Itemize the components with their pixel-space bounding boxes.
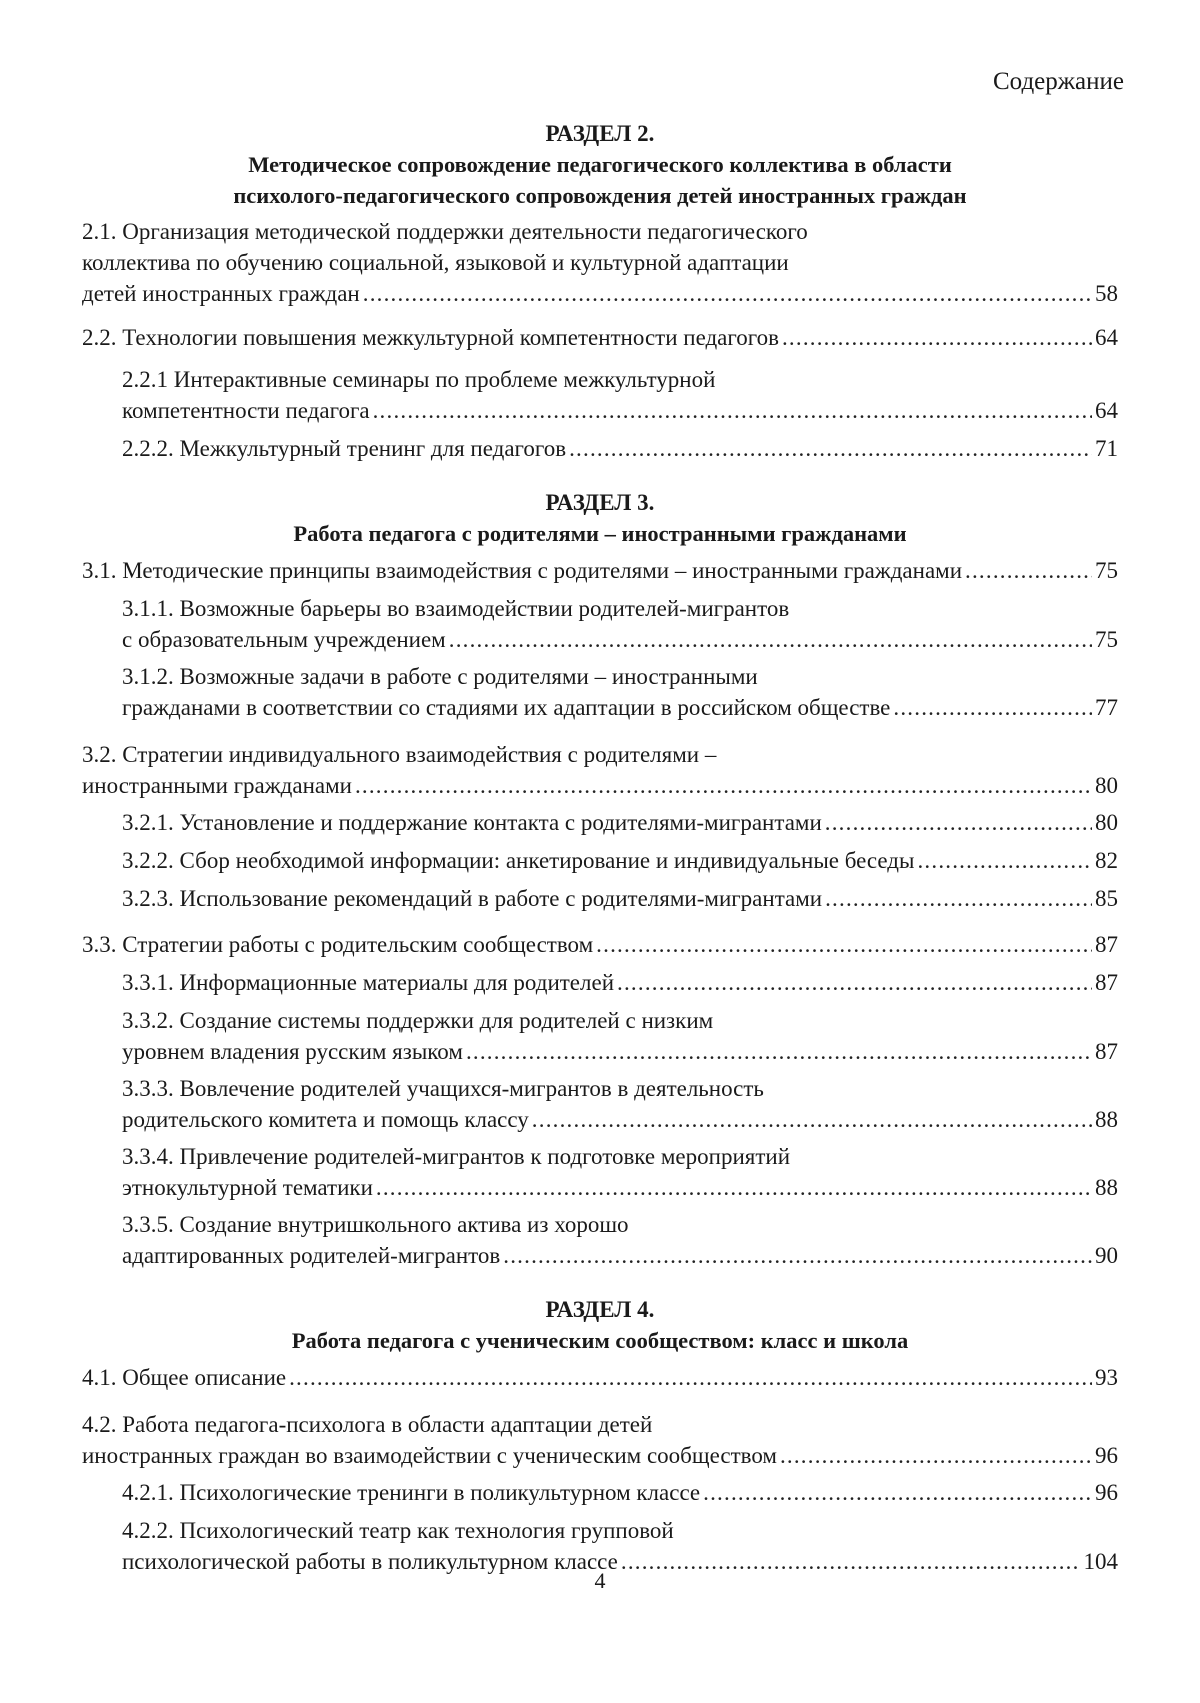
toc-entry-text: 3.1.1. Возможные барьеры во взаимодействии родителей-мигрантов (122, 596, 790, 621)
toc-entry-text: 2.1. Организация методической поддержки деятельности педагогического (82, 219, 808, 244)
dot-leader (893, 692, 1092, 723)
toc-entry-text: 3.3.5. Создание внутришкольного актива из хорошо (122, 1212, 629, 1237)
dot-leader (703, 1477, 1092, 1508)
dot-leader (596, 929, 1092, 960)
toc-page-number: 58 (1095, 281, 1118, 306)
toc-entry-text: 2.2.1 Интерактивные семинары по проблеме межкультурной (122, 367, 716, 392)
section-title: Работа педагога с родителями – иностранными гражданами (293, 521, 907, 546)
toc-entry-text: адаптированных родителей-мигрантов (122, 1243, 501, 1268)
toc-entry-3-2-3[interactable] (122, 883, 1118, 914)
toc-entry-text: 3.3.1. Информационные материалы для родителей (122, 970, 615, 995)
toc-entry-text: этнокультурной тематики (122, 1175, 373, 1200)
toc-entry-text: уровнем владения русским языком (122, 1039, 463, 1064)
toc-entry-text: 3.2.3. Использование рекомендаций в работе с родителями-мигрантами (122, 886, 823, 911)
toc-entry-text: коллектива по обучению социальной, языковой и культурной адаптации (82, 250, 789, 275)
toc-page-number: 93 (1095, 1365, 1118, 1390)
toc-page-number: 75 (1095, 627, 1118, 652)
toc-page-number: 87 (1095, 1039, 1118, 1064)
toc-entry-text: 3.2. Стратегии индивидуального взаимодействия с родителями – (82, 742, 717, 767)
toc-entry-3-3[interactable] (82, 929, 1118, 960)
toc-entry-3-2-2[interactable] (122, 845, 1118, 876)
toc-entry-text: иностранных граждан во взаимодействии с ученическим сообществом (82, 1443, 777, 1468)
dot-leader (503, 1240, 1092, 1271)
toc-entry-4-2-1[interactable] (122, 1477, 1118, 1508)
toc-page-number: 75 (1095, 558, 1118, 583)
section-heading-4 (82, 1294, 1118, 1356)
toc-entry-2-2[interactable] (82, 322, 1118, 353)
dot-leader (782, 322, 1092, 353)
toc-entry-text: с образовательным учреждением (122, 627, 446, 652)
toc-page-number: 80 (1095, 773, 1118, 798)
dot-leader (376, 1172, 1092, 1203)
toc-entry-text: 2.2. Технологии повышения межкультурной компетентности педагогов (82, 325, 779, 350)
toc-entry-3-3-3[interactable] (122, 1073, 1118, 1135)
dot-leader (373, 395, 1092, 426)
section-title: Методическое сопровождение педагогического коллектива в области (248, 152, 952, 177)
dot-leader (449, 624, 1092, 655)
toc-entry-text: 4.2.1. Психологические тренинги в поликультурном классе (122, 1480, 701, 1505)
toc-entry-3-2[interactable] (82, 739, 1118, 801)
dot-leader (532, 1104, 1092, 1135)
toc-entry-text: 4.1. Общее описание (82, 1365, 287, 1390)
toc-entry-text: 4.2. Работа педагога-психолога в области адаптации детей (82, 1412, 653, 1437)
toc-page-number: 64 (1095, 325, 1118, 350)
dot-leader (780, 1440, 1092, 1471)
toc-page-number: 82 (1095, 848, 1118, 873)
toc-page-number: 87 (1095, 932, 1118, 957)
toc-page-number: 80 (1095, 810, 1118, 835)
section-heading-2 (82, 118, 1118, 211)
toc-entry-3-3-2[interactable] (122, 1005, 1118, 1067)
toc-page-number: 88 (1095, 1107, 1118, 1132)
toc-page-number: 96 (1095, 1443, 1118, 1468)
section-number: РАЗДЕЛ 2. (545, 121, 655, 146)
toc-entry-text: 3.3.3. Вовлечение родителей учащихся-мигрантов в деятельность (122, 1076, 764, 1101)
section-title: Работа педагога с ученическим сообществом: класс и школа (291, 1328, 909, 1353)
toc-entry-3-3-1[interactable] (122, 967, 1118, 998)
toc-page-number: 77 (1095, 695, 1118, 720)
toc-entry-text: психологической работы в поликультурном классе (122, 1549, 618, 1574)
toc-entry-3-1-1[interactable] (122, 593, 1118, 655)
running-head: Содержание (993, 68, 1124, 95)
toc-entry-2-2-2[interactable] (122, 433, 1118, 464)
toc-entry-text: 3.3.2. Создание системы поддержки для родителей с низким (122, 1008, 714, 1033)
section-heading-3 (82, 487, 1118, 549)
section-number: РАЗДЕЛ 3. (545, 490, 655, 515)
dot-leader (917, 845, 1092, 876)
dot-leader (825, 883, 1092, 914)
section-number: РАЗДЕЛ 4. (545, 1297, 655, 1322)
toc-entry-3-3-5[interactable] (122, 1209, 1118, 1271)
toc-entry-text: 2.2.2. Межкультурный тренинг для педагогов (122, 436, 567, 461)
toc-page-number: 96 (1095, 1480, 1118, 1505)
toc-entry-3-1[interactable] (82, 555, 1118, 586)
toc-entry-text: 3.1.2. Возможные задачи в работе с родителями – иностранными (122, 664, 758, 689)
toc-page-number: 88 (1095, 1175, 1118, 1200)
toc-entry-text: 4.2.2. Психологический театр как технология групповой (122, 1518, 674, 1543)
toc-entry-text: 3.2.1. Установление и поддержание контакта с родителями-мигрантами (122, 810, 822, 835)
toc-entry-text: иностранными гражданами (82, 773, 352, 798)
toc-entry-text: 3.1. Методические принципы взаимодействия с родителями – иностранными гражданами (82, 558, 963, 583)
toc-entry-3-1-2[interactable] (122, 661, 1118, 723)
toc-page-number: 87 (1095, 970, 1118, 995)
dot-leader (466, 1036, 1092, 1067)
section-title: психолого-педагогического сопровождения детей иностранных граждан (233, 183, 967, 208)
toc-page-number: 64 (1095, 398, 1118, 423)
toc-entry-3-3-4[interactable] (122, 1141, 1118, 1203)
toc-entry-4-1[interactable] (82, 1362, 1118, 1393)
toc-entry-3-2-1[interactable] (122, 807, 1118, 838)
toc-entry-text: 3.2.2. Сбор необходимой информации: анкетирование и индивидуальные беседы (122, 848, 915, 873)
dot-leader (617, 967, 1092, 998)
dot-leader (825, 807, 1092, 838)
toc-entry-text: гражданами в соответствии со стадиями их адаптации в российском обществе (122, 695, 891, 720)
toc-entry-text: детей иностранных граждан (82, 281, 360, 306)
toc-page-number: 90 (1095, 1243, 1118, 1268)
toc-entry-text: компетентности педагога (122, 398, 370, 423)
toc-page-number: 71 (1095, 436, 1118, 461)
dot-leader (363, 278, 1092, 309)
toc-entry-text: 3.3.4. Привлечение родителей-мигрантов к подготовке мероприятий (122, 1144, 790, 1169)
toc-entry-text: 3.3. Стратегии работы с родительским сообществом (82, 932, 594, 957)
dot-leader (355, 770, 1092, 801)
toc-entry-2-2-1[interactable] (122, 364, 1118, 426)
page-number: 4 (594, 1568, 606, 1593)
dot-leader (965, 555, 1092, 586)
toc-page-number: 85 (1095, 886, 1118, 911)
toc-entry-text: родительского комитета и помощь классу (122, 1107, 529, 1132)
dot-leader (569, 433, 1092, 464)
toc-page-number: 104 (1083, 1549, 1118, 1574)
toc-entry-4-2[interactable] (82, 1409, 1118, 1471)
toc-entry-2-1[interactable] (82, 216, 1118, 309)
dot-leader (289, 1362, 1092, 1393)
